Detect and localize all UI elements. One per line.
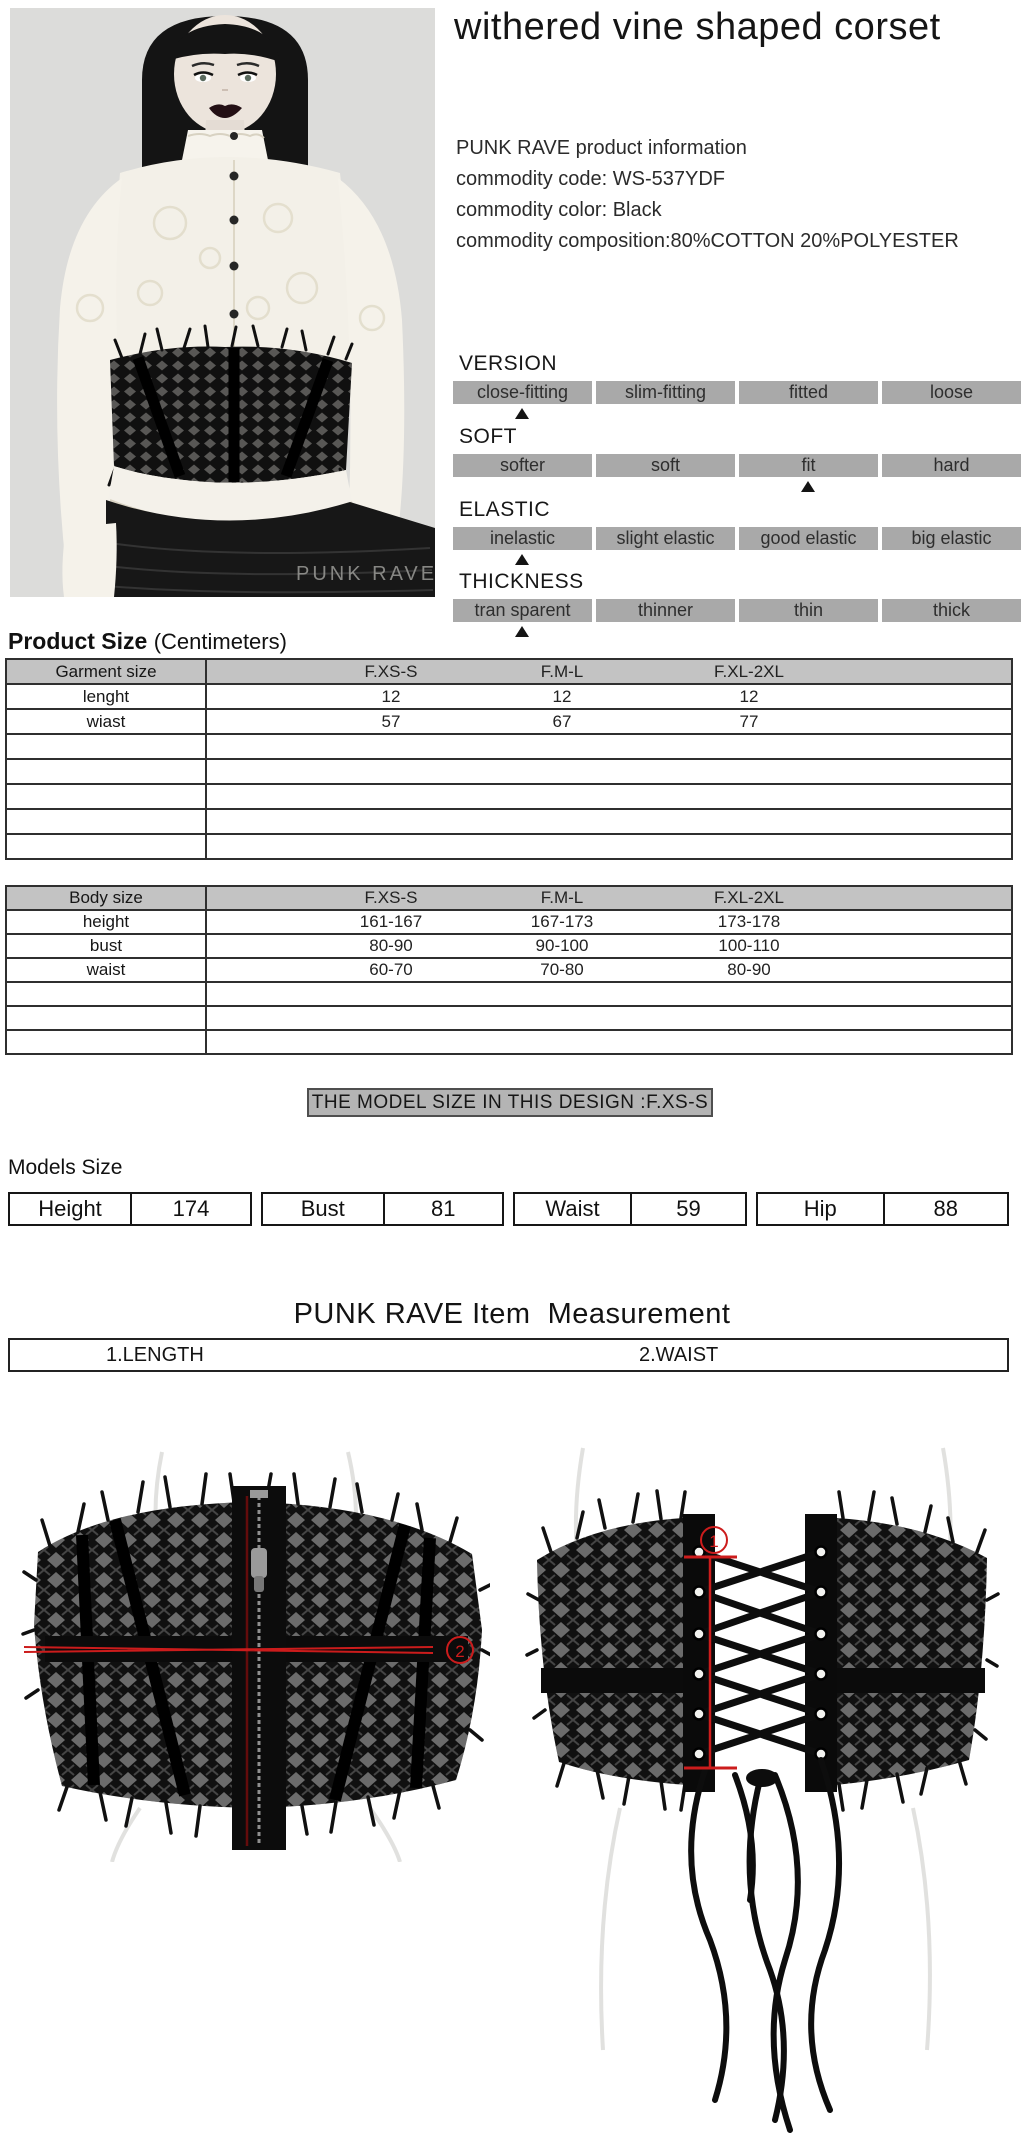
corset-front-illustration (20, 1450, 490, 1862)
cell-value: 80-90 (727, 960, 771, 979)
attribute-option: thin (739, 599, 878, 622)
cell-value: 60-70 (369, 960, 413, 979)
corset-back-illustration (525, 1440, 1000, 2154)
page-title: withered vine shaped corset (454, 6, 941, 48)
attribute-options (453, 599, 1021, 622)
attribute-option: good elastic (739, 527, 878, 550)
header-cell: F.XS-S (364, 888, 418, 907)
empty-row (7, 735, 1011, 760)
measure-value: 88 (933, 1196, 958, 1221)
corset-front-photo (20, 1450, 490, 1862)
empty-row (7, 760, 1011, 785)
body-size-table (5, 885, 1013, 1055)
header-cell: Garment size (7, 660, 207, 683)
attribute-version (453, 352, 1021, 419)
attribute-name: ELASTIC (459, 498, 551, 521)
attribute-name: THICKNESS (459, 570, 584, 593)
cell-value: 77 (739, 712, 759, 731)
table-row (7, 685, 1011, 710)
models-size-box-waist (513, 1192, 747, 1226)
selected-marker-icon (515, 408, 529, 419)
empty-row (7, 983, 1011, 1007)
attribute-option: loose (882, 381, 1021, 404)
header-cell: F.XL-2XL (714, 662, 784, 681)
cell-value: 167-173 (530, 912, 594, 931)
empty-row (7, 810, 1011, 835)
measurement-item-length: 1.LENGTH (106, 1344, 204, 1366)
cell-value: 57 (381, 712, 401, 731)
model-photo-illustration (10, 8, 435, 597)
measure-label: Height (10, 1194, 132, 1224)
cell-value: 173-178 (717, 912, 781, 931)
cell-value: 100-110 (718, 936, 780, 955)
cell-value: 80-90 (369, 936, 413, 955)
table-row (7, 710, 1011, 735)
attribute-option: tran sparent (453, 599, 592, 622)
measure-value: 81 (431, 1196, 456, 1221)
header-cell: F.XS-S (364, 662, 418, 681)
product-size-heading (8, 628, 287, 655)
length-annotation-number: 1 (709, 1532, 719, 1551)
row-label: height (7, 911, 207, 933)
attribute-option: slight elastic (596, 527, 735, 550)
attribute-option: fitted (739, 381, 878, 404)
attribute-elastic (453, 498, 1021, 565)
photo-watermark: PUNK RAVE (296, 563, 435, 585)
models-size-box-height (8, 1192, 252, 1226)
row-label: wiast (7, 710, 207, 733)
row-label: lenght (7, 685, 207, 708)
attribute-thickness (453, 570, 1021, 637)
attribute-option: hard (882, 454, 1021, 477)
empty-row (7, 785, 1011, 810)
measure-label: Hip (758, 1194, 885, 1224)
row-label: bust (7, 935, 207, 957)
row-label: waist (7, 959, 207, 981)
table-row (7, 959, 1011, 983)
empty-row (7, 835, 1011, 858)
product-info-line: commodity color: Black (456, 199, 662, 221)
attribute-options (453, 527, 1021, 550)
models-size-box-bust (261, 1192, 504, 1226)
table-row (7, 935, 1011, 959)
corset-back-photo (525, 1440, 1000, 2154)
measurement-legend-row (8, 1338, 1009, 1372)
heading-normal: (Centimeters) (153, 629, 287, 654)
attribute-option: thick (882, 599, 1021, 622)
product-info-line: commodity code: WS-537YDF (456, 168, 725, 190)
attribute-option: slim-fitting (596, 381, 735, 404)
cell-value: 70-80 (540, 960, 584, 979)
models-size-box-hip (756, 1192, 1009, 1226)
empty-row (7, 1007, 1011, 1031)
attribute-option: big elastic (882, 527, 1021, 550)
cell-value: 12 (381, 687, 401, 706)
cell-value: 12 (552, 687, 572, 706)
empty-row (7, 1031, 1011, 1053)
attribute-name: SOFT (459, 425, 517, 448)
cell-value: 161-167 (359, 912, 423, 931)
selected-marker-icon (801, 481, 815, 492)
measurement-item-waist: 2.WAIST (639, 1344, 719, 1366)
header-cell: F.XL-2XL (714, 888, 784, 907)
model-photo (10, 8, 435, 597)
cell-value: 12 (739, 687, 759, 706)
table-row (7, 911, 1011, 935)
attribute-option: thinner (596, 599, 735, 622)
attribute-option: close-fitting (453, 381, 592, 404)
cell-value: 67 (552, 712, 572, 731)
models-size-label: Models Size (8, 1156, 123, 1179)
measure-value: 174 (172, 1196, 210, 1221)
table-header-row (7, 660, 1011, 685)
product-info-line: commodity composition:80%COTTON 20%POLYESTER (456, 230, 959, 252)
garment-size-table (5, 658, 1013, 860)
waist-annotation-number: 2 (455, 1642, 465, 1661)
attribute-option: soft (596, 454, 735, 477)
measure-value: 59 (676, 1196, 701, 1221)
attribute-name: VERSION (459, 352, 558, 375)
attribute-option: softer (453, 454, 592, 477)
product-info-line: PUNK RAVE product information (456, 137, 747, 159)
table-header-row (7, 887, 1011, 911)
model-size-banner: THE MODEL SIZE IN THIS DESIGN :F.XS-S (307, 1088, 713, 1117)
attribute-options (453, 381, 1021, 404)
product-info (456, 133, 959, 257)
attribute-option: fit (739, 454, 878, 477)
attribute-options (453, 454, 1021, 477)
cell-value: 90-100 (535, 936, 589, 955)
measurement-heading: PUNK RAVE Item Measurement (293, 1298, 731, 1330)
header-cell: F.M-L (540, 888, 584, 907)
selected-marker-icon (515, 626, 529, 637)
attribute-soft (453, 425, 1021, 492)
selected-marker-icon (515, 554, 529, 565)
header-cell: Body size (7, 887, 207, 909)
header-cell: F.M-L (540, 662, 584, 681)
attribute-option: inelastic (453, 527, 592, 550)
measure-label: Waist (515, 1194, 632, 1224)
measure-label: Bust (263, 1194, 385, 1224)
heading-bold: Product Size (8, 628, 148, 654)
